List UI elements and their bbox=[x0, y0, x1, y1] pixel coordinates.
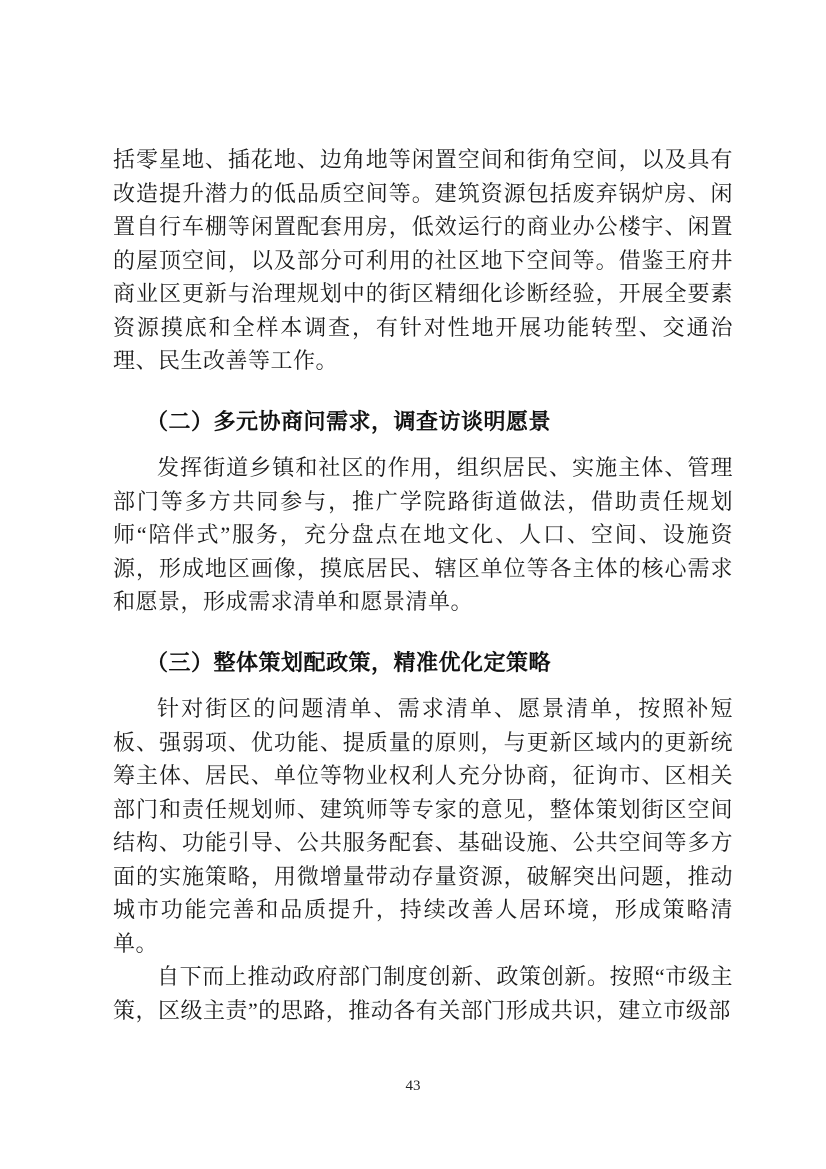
page-number: 43 bbox=[405, 1078, 421, 1094]
page-content bbox=[113, 143, 733, 1027]
section-heading-2: （二）多元协商问需求，调查访谈明愿景 bbox=[146, 408, 552, 434]
paragraph: 自下而上推动政府部门制度创新、政策创新。按照“市级主策，区级主责”的思路，推动各有关部门形成共识，建立市级部 bbox=[113, 964, 733, 1023]
paragraph-continuation: 括零星地、插花地、边角地等闲置空间和街角空间，以及具有改造提升潜力的低品质空间等。建筑资源包括废弃锅炉房、闲置自行车棚等闲置配套用房，低效运行的商业办公楼宇、闲置的屋顶空间，以及部分可利用的社区地下空间等。借鉴王府井商业区更新与治理规划中的街区精细化诊断经验，开展全要素资源摸底和全样本调查，有针对性地开展功能转型、交通治理、民生改善等工作。 bbox=[113, 147, 733, 373]
paragraph: 针对街区的问题清单、需求清单、愿景清单，按照补短板、强弱项、优功能、提质量的原则，与更新区域内的更新统筹主体、居民、单位等物业权利人充分协商，征询市、区相关部门和责任规划师、建筑师等专家的意见，整体策划街区空间结构、功能引导、公共服务配套、基础设施、公共空间等多方面的实施策略，用微增量带动存量资源，破解突出问题，推动城市功能完善和品质提升，持续改善人居环境，形成策略清单。 bbox=[113, 696, 733, 956]
section-heading-3: （三）整体策划配政策，精准优化定策略 bbox=[146, 649, 552, 675]
paragraph: 发挥街道乡镇和社区的作用，组织居民、实施主体、管理部门等多方共同参与，推广学院路街道做法，借助责任规划师“陪伴式”服务，充分盘点在地文化、人口、空间、设施资源，形成地区画像，摸底居民、辖区单位等各主体的核心需求和愿景，形成需求清单和愿景清单。 bbox=[113, 455, 733, 614]
